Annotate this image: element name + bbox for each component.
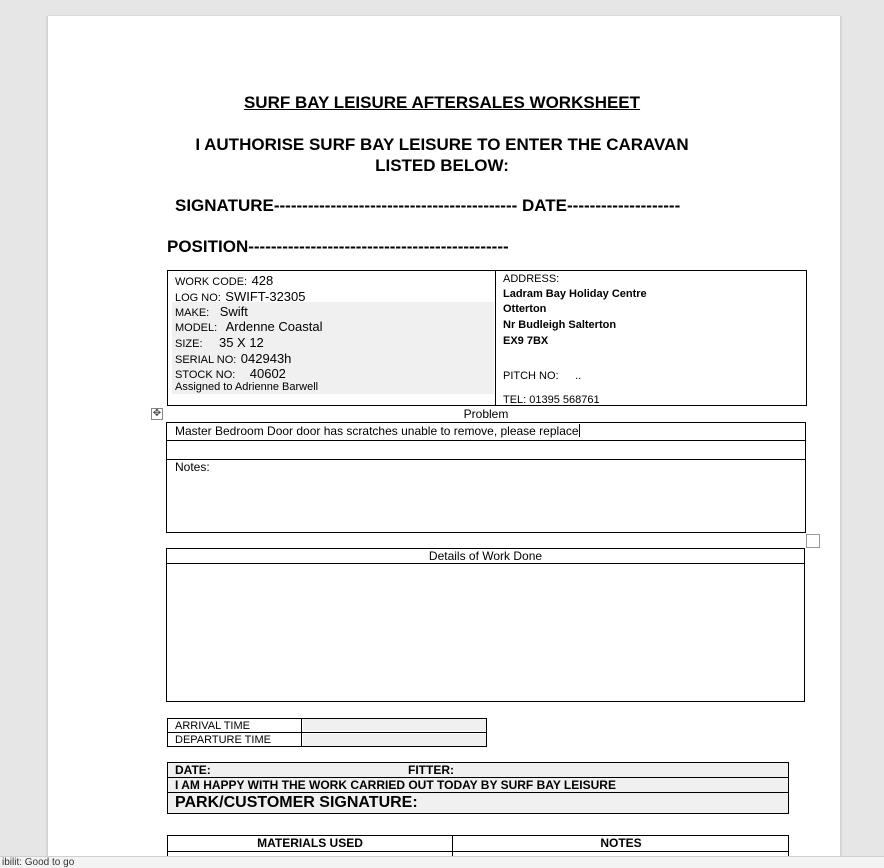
times-col-line bbox=[301, 719, 302, 746]
assigned-text: Assigned to Adrienne Barwell bbox=[175, 381, 319, 393]
address-label: ADDRESS: bbox=[503, 273, 560, 285]
worksheet-title: SURF BAY LEISURE AFTERSALES WORKSHEET bbox=[243, 93, 641, 112]
text-cursor bbox=[579, 424, 580, 437]
address-line-1: Ladram Bay Holiday Centre bbox=[503, 288, 647, 300]
problem-row-line-1 bbox=[167, 440, 805, 441]
signoff-table bbox=[167, 762, 789, 814]
authorisation-line-1: I AUTHORISE SURF BAY LEISURE TO ENTER THE CARAVAN bbox=[195, 135, 689, 154]
pitch-value[interactable]: .. bbox=[575, 370, 582, 382]
log-no-value[interactable]: SWIFT-32305 bbox=[225, 289, 306, 304]
work-done-field[interactable] bbox=[169, 565, 802, 699]
size-value[interactable]: 35 X 12 bbox=[218, 335, 264, 350]
customer-signature-label: PARK/CUSTOMER SIGNATURE: bbox=[175, 794, 418, 811]
accessibility-status[interactable]: ibilit: Good to go bbox=[2, 857, 75, 868]
address-line-4: EX9 7BX bbox=[503, 335, 549, 347]
arrival-time-label: ARRIVAL TIME bbox=[175, 720, 250, 732]
problem-text: Master Bedroom Door door has scratches unable to remove, please replace bbox=[175, 424, 579, 438]
table-move-icon[interactable]: ✥ bbox=[152, 408, 162, 419]
serial-label: SERIAL NO: bbox=[175, 354, 237, 366]
make-value[interactable]: Swift bbox=[219, 304, 248, 319]
materials-used-header: MATERIALS USED bbox=[257, 836, 363, 850]
authorisation-statement bbox=[0, 134, 884, 176]
address-line-2: Otterton bbox=[503, 303, 547, 315]
work-code-label: WORK CODE: bbox=[175, 276, 248, 288]
log-no-label: LOG NO: bbox=[175, 292, 221, 304]
model-label: MODEL: bbox=[175, 322, 218, 334]
problem-header: Problem bbox=[463, 407, 509, 421]
stock-value[interactable]: 40602 bbox=[249, 366, 286, 381]
pitch-label: PITCH NO: bbox=[503, 370, 559, 382]
happy-statement: I AM HAPPY WITH THE WORK CARRIED OUT TODAY BY SURF BAY LEISURE bbox=[175, 778, 616, 792]
telephone: TEL: 01395 568761 bbox=[503, 394, 600, 406]
problem-text-field[interactable] bbox=[175, 424, 580, 438]
materials-notes-header: NOTES bbox=[600, 836, 642, 850]
work-code-value[interactable]: 428 bbox=[251, 273, 274, 288]
fitter-label: FITTER: bbox=[408, 763, 454, 777]
materials-header-line bbox=[168, 851, 788, 852]
position-line: POSITION---------------------------------------------- bbox=[167, 237, 509, 256]
arrival-time-field[interactable] bbox=[303, 719, 486, 731]
size-label: SIZE: bbox=[175, 338, 203, 350]
departure-time-field[interactable] bbox=[303, 734, 486, 746]
authorisation-line-2: LISTED BELOW: bbox=[375, 156, 509, 175]
stock-label: STOCK NO: bbox=[175, 369, 236, 381]
departure-time-label: DEPARTURE TIME bbox=[175, 734, 271, 746]
make-label: MAKE: bbox=[175, 307, 210, 319]
model-value[interactable]: Ardenne Coastal bbox=[225, 319, 323, 334]
table-resize-handle-icon[interactable] bbox=[806, 534, 820, 548]
problem-table bbox=[166, 422, 806, 533]
work-done-header-line bbox=[167, 563, 804, 564]
serial-value[interactable]: 042943h bbox=[240, 351, 292, 366]
status-bar bbox=[0, 856, 884, 868]
work-done-table bbox=[166, 548, 805, 702]
times-row-line bbox=[168, 732, 486, 733]
notes-label: Notes: bbox=[175, 460, 210, 474]
date-label: DATE: bbox=[175, 763, 211, 777]
work-done-header: Details of Work Done bbox=[428, 549, 543, 563]
info-divider bbox=[495, 271, 496, 405]
pitch-row bbox=[503, 366, 581, 384]
caravan-info-table bbox=[167, 270, 807, 406]
problem-row-line-2 bbox=[167, 459, 805, 460]
signoff-row-line-2 bbox=[168, 792, 788, 793]
signature-date-line: SIGNATURE------------------------------------------- DATE-------------------- bbox=[175, 196, 681, 215]
address-line-3: Nr Budleigh Salterton bbox=[503, 319, 617, 331]
times-table bbox=[167, 718, 487, 747]
